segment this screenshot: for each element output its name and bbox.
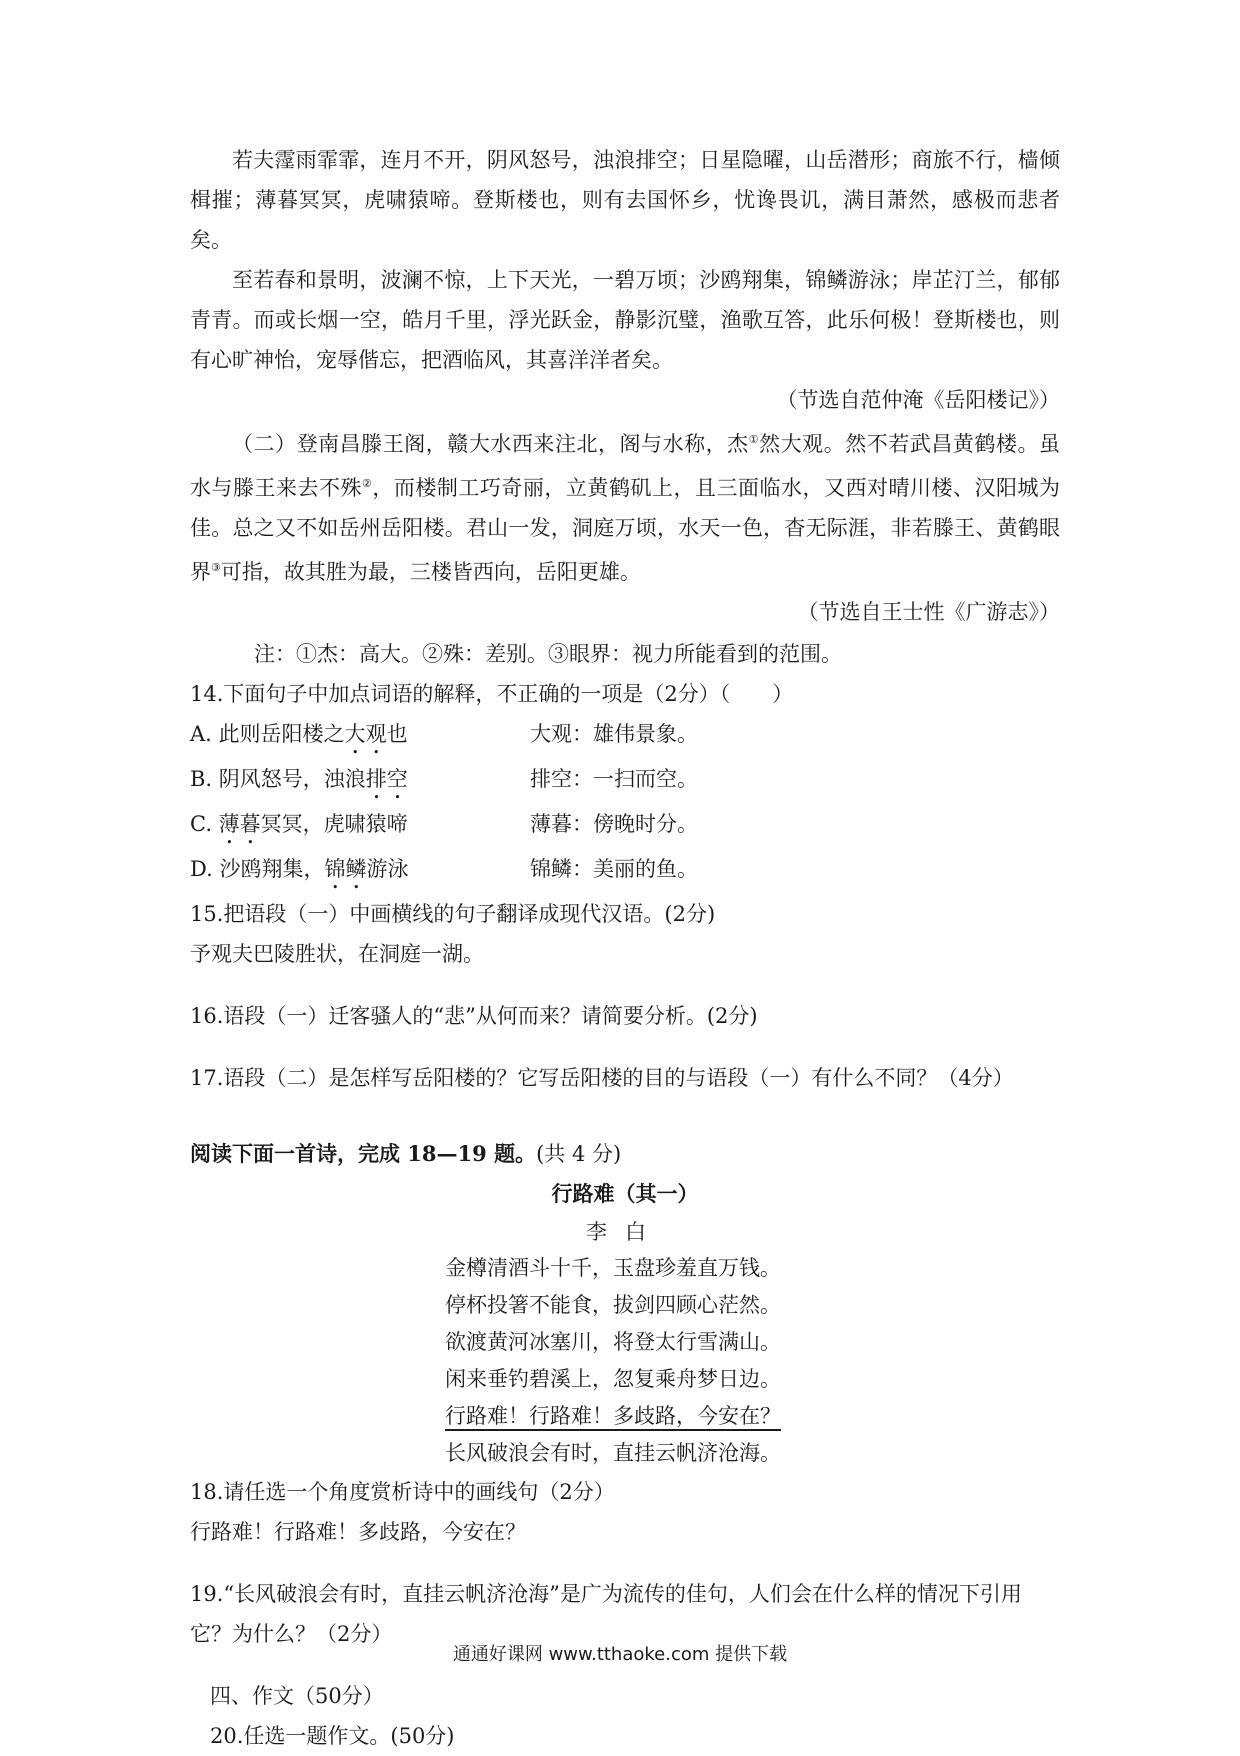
question-19-stem: 19.“长风破浪会有时，直挂云帆济沧海”是广为流传的佳句，人们会在什么样的情况下引用它？为什么？（2分） bbox=[190, 1582, 1022, 1646]
poem-line: 欲渡黄河冰塞川，将登太行雪满山。 bbox=[445, 1330, 781, 1354]
poem-title: 行路难（其一） bbox=[551, 1182, 699, 1206]
question-14-option-b bbox=[190, 759, 1060, 804]
option-text-pre: A. 此则岳阳楼之 bbox=[190, 722, 345, 746]
poem-line: 长风破浪会有时，直挂云帆济沧海。 bbox=[445, 1441, 781, 1465]
option-gloss: 排空：一扫而空。 bbox=[530, 767, 698, 791]
poem-section-header bbox=[190, 1134, 1060, 1174]
option-sentence bbox=[190, 759, 530, 804]
poem-line: 金樽清酒斗十千，玉盘珍羞直万钱。 bbox=[445, 1256, 781, 1280]
question-15-stem: 15.把语段（一）中画横线的句子翻译成现代汉语。(2分) bbox=[190, 902, 716, 926]
passage-two-text-b: 然大观。然不若武昌黄鹤楼。虽水与滕王来去不殊 bbox=[190, 432, 1061, 500]
option-gloss: 大观：雄伟景象。 bbox=[530, 722, 698, 746]
answer-space bbox=[190, 1098, 1060, 1134]
question-17-stem: 17.语段（二）是怎样写岳阳楼的？它写岳阳楼的目的与语段（一）有什么不同？（4分） bbox=[190, 1066, 1014, 1090]
question-14-option-d bbox=[190, 849, 1060, 894]
option-sentence bbox=[190, 804, 530, 849]
passage-two-text-a: （二）登南昌滕王阁，赣大水西来注北，阁与水称，杰 bbox=[232, 432, 749, 456]
footnote-marker-2: ② bbox=[362, 477, 373, 490]
dotted-word: 排空 bbox=[365, 767, 408, 791]
section-four-title: 四、作文（50分） bbox=[210, 1684, 384, 1708]
dotted-word: 大观 bbox=[344, 722, 387, 746]
poem-line-underlined: 行路难！行路难！多歧路，今安在？ bbox=[445, 1404, 781, 1428]
passage-two-notes: 注：①杰：高大。②殊：差别。③眼界：视力所能看到的范围。 bbox=[254, 642, 842, 666]
passage-two-source: （节选自王士性《广游志》） bbox=[797, 600, 1060, 624]
footnote-marker-1: ① bbox=[748, 433, 760, 446]
question-18-sentence: 行路难！行路难！多歧路，今安在？ bbox=[190, 1520, 526, 1544]
option-text-post: 游泳 bbox=[366, 857, 409, 881]
option-text-pre: D. 沙鸥翔集， bbox=[190, 857, 325, 881]
option-gloss: 薄暮：傍晚时分。 bbox=[530, 812, 698, 836]
answer-space bbox=[190, 1552, 1060, 1574]
option-text-post: 也 bbox=[386, 722, 408, 746]
question-14-options bbox=[190, 714, 1060, 894]
poem-line: 停杯投箸不能食，拔剑四顾心茫然。 bbox=[445, 1293, 781, 1317]
question-16-stem: 16.语段（一）迁客骚人的“悲”从何而来？请简要分析。(2分) bbox=[190, 1004, 758, 1028]
option-text-post: 冥冥，虎啸猿啼 bbox=[260, 812, 408, 836]
question-20-stem: 20.任选一题作文。(50分) bbox=[210, 1724, 455, 1748]
question-15-sentence: 予观夫巴陵胜状，在洞庭一湖。 bbox=[190, 942, 484, 966]
poem-body bbox=[445, 1250, 1060, 1472]
footnote-marker-3: ③ bbox=[211, 561, 221, 574]
exam-page bbox=[190, 140, 1060, 1756]
passage-two bbox=[190, 420, 1060, 592]
question-14-option-a bbox=[190, 714, 1060, 759]
dotted-word: 锦鳞 bbox=[324, 857, 367, 881]
option-text-pre: C. bbox=[190, 812, 219, 836]
footer-download-note: 通通好课网 www.tthaoke.com 提供下载 bbox=[452, 1644, 788, 1665]
answer-space bbox=[190, 1036, 1060, 1058]
option-sentence bbox=[190, 849, 530, 894]
answer-space bbox=[190, 974, 1060, 996]
passage-one-paragraph-1: 若夫霪雨霏霏，连月不开，阴风怒号，浊浪排空；日星隐曜，山岳潜形；商旅不行，樯倾楫摧；薄暮冥冥，虎啸猿啼。登斯楼也，则有去国怀乡，忧谗畏讥，满目萧然，感极而悲者矣。 bbox=[190, 148, 1060, 252]
question-18-stem: 18.请任选一个角度赏析诗中的画线句（2分） bbox=[190, 1480, 615, 1504]
option-text-pre: B. 阴风怒号，浊浪 bbox=[190, 767, 366, 791]
poem-author: 李白 bbox=[586, 1220, 664, 1244]
passage-one-paragraph-2: 至若春和景明，波澜不惊，上下天光，一碧万顷；沙鸥翔集，锦鳞游泳；岸芷汀兰，郁郁青青。而或长烟一空，皓月千里，浮光跃金，静影沉璧，渔歌互答，此乐何极！登斯楼也，则有心旷神怡，宠辱偕忘，把酒临风，其喜洋洋者矣。 bbox=[190, 268, 1060, 372]
passage-one-source: （节选自范仲淹《岳阳楼记》） bbox=[776, 388, 1060, 412]
option-sentence bbox=[190, 714, 530, 759]
option-gloss: 锦鳞：美丽的鱼。 bbox=[530, 857, 698, 881]
passage-two-text-c: ，而楼制工巧奇丽，立黄鹤矶上，且三面临水，又西对晴川楼、汉阳城为佳。总之又不如岳州岳阳楼。君山一发，洞庭万顷，水天一色，杳无际涯，非若滕王、黄鹤眼界 bbox=[190, 476, 1061, 584]
question-14-option-c bbox=[190, 804, 1060, 849]
dotted-word: 薄暮 bbox=[218, 812, 261, 836]
poem-line: 闲来垂钓碧溪上，忽复乘舟梦日边。 bbox=[445, 1367, 781, 1391]
poem-section-header-text: 阅读下面一首诗，完成 18—19 题。 bbox=[190, 1141, 537, 1166]
passage-two-text-d: 可指，故其胜为最，三楼皆西向，岳阳更雄。 bbox=[220, 560, 641, 584]
poem-section-score: (共 4 分) bbox=[536, 1142, 622, 1166]
question-14-stem: 14.下面句子中加点词语的解释，不正确的一项是（2分）（ ） bbox=[190, 682, 794, 706]
